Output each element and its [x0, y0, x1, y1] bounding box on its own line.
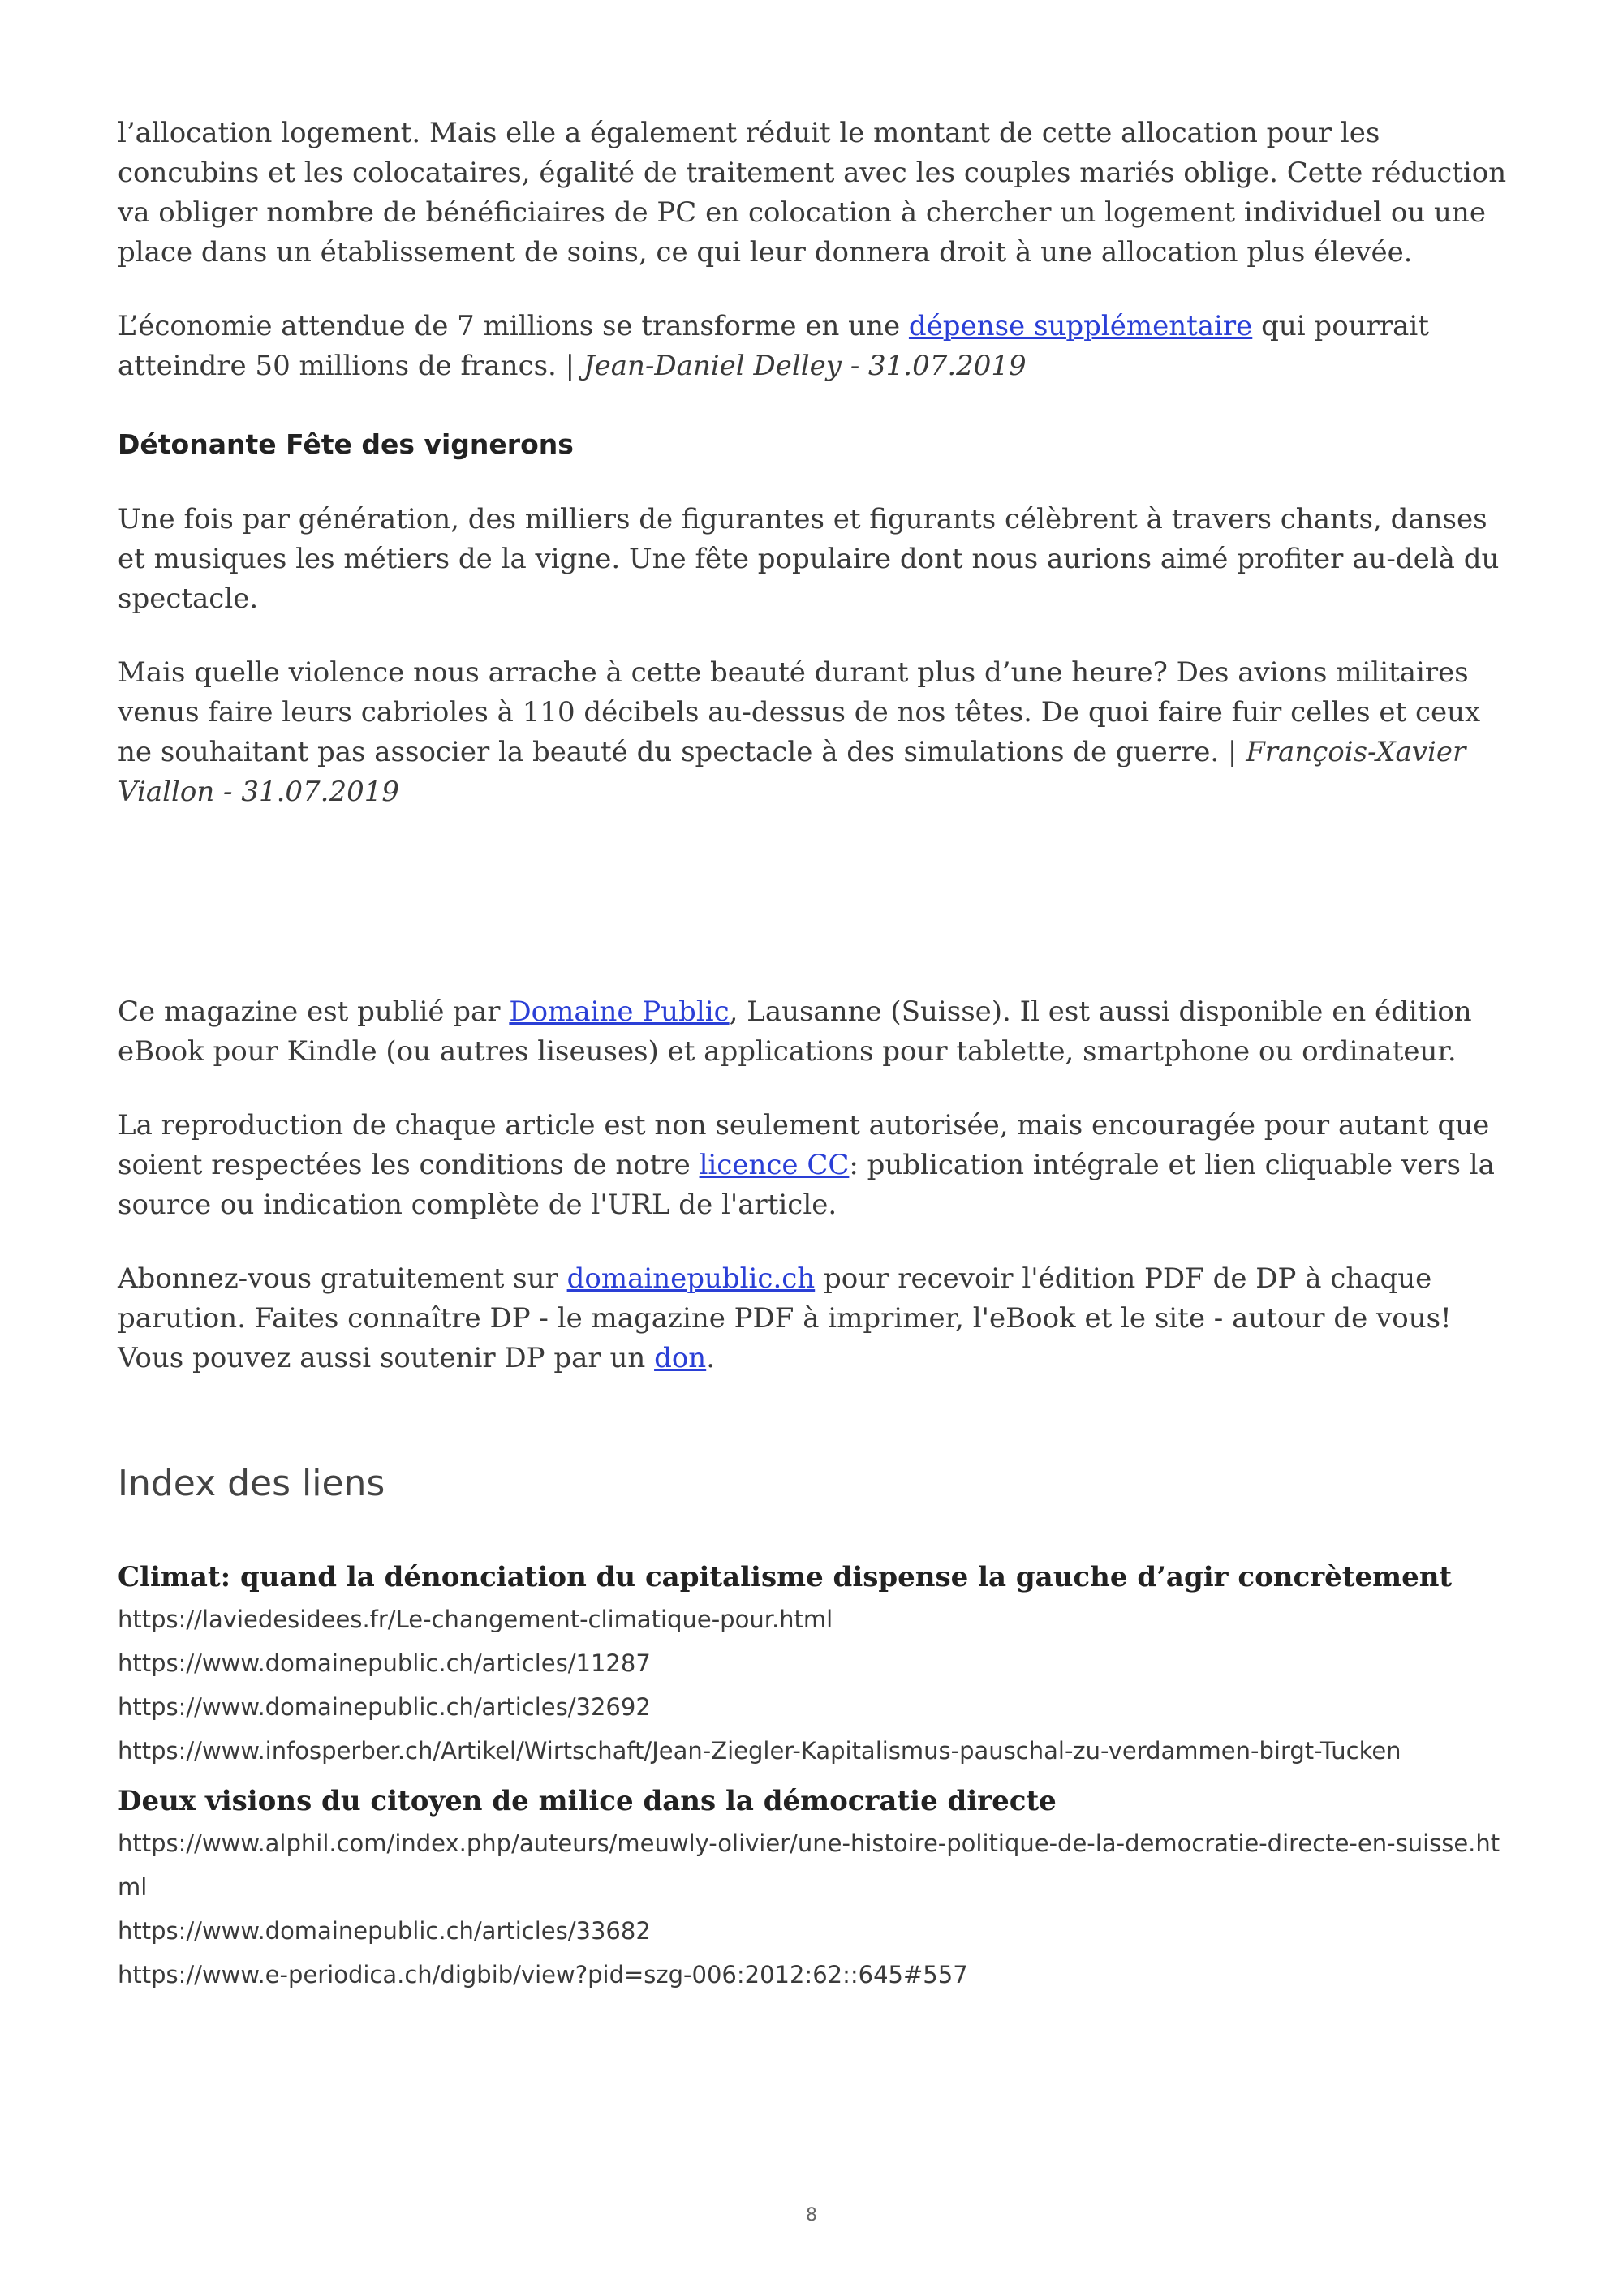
depense-supplementaire-link[interactable]: dépense supplémentaire [908, 310, 1253, 342]
index-url[interactable]: https://www.e-periodica.ch/digbib/view?pid=szg-006:2012:62::645#557 [118, 1961, 968, 1989]
byline: Jean-Daniel Delley - 31.07.2019 [583, 350, 1027, 382]
licence-cc-link[interactable]: licence CC [699, 1149, 850, 1181]
index-url[interactable]: https://www.domainepublic.ch/articles/32692 [118, 1693, 651, 1721]
article-paragraph: Mais quelle violence nous arrache à cette beauté durant plus d’une heure? Des avions militaires venus faire leurs cabrioles à 110 décibels au-dessus de nos têtes. De quoi faire fuir celles et ceux ne souhaitant pas associer la beauté du spectacle à des simulations de guerre. | François-Xavier Viallon - 31.07.2019 [118, 656, 1481, 808]
index-url[interactable]: https://laviedesidees.fr/Le-changement-climatique-pour.html [118, 1606, 833, 1633]
byline: François-Xavier Viallon - 31.07.2019 [118, 736, 1466, 808]
index-heading: Index des liens [118, 1463, 385, 1504]
license-info: La reproduction de chaque article est non seulement autorisée, mais encouragée pour autant que soient respectées les conditions de notre licence CC: publication intégrale et lien cliquable vers la source ou indication complète de l'URL de l'article. [118, 1109, 1495, 1221]
index-section-title: Deux visions du citoyen de milice dans la démocratie directe [118, 1785, 1057, 1817]
index-url[interactable]: https://www.domainepublic.ch/articles/11287 [118, 1649, 651, 1677]
domaine-public-link[interactable]: Domaine Public [509, 995, 730, 1028]
index-url[interactable]: https://www.domainepublic.ch/articles/33682 [118, 1917, 651, 1945]
article-paragraph: l’allocation logement. Mais elle a également réduit le montant de cette allocation pour les concubins et les colocataires, égalité de traitement avec les couples mariés oblige. Cette réduction va obliger nombre de bénéficiaires de PC en colocation à chercher un logement individuel ou une place dans un établissement de soins, ce qui leur donnera droit à une allocation plus élevée. [118, 117, 1507, 269]
subscribe-info: Abonnez-vous gratuitement sur domainepublic.ch pour recevoir l'édition PDF de DP à chaque parution. Faites connaître DP - le magazine PDF à imprimer, l'eBook et le site - autour de vous! Vous pouvez aussi soutenir DP par un don. [118, 1262, 1452, 1374]
publisher-info: Ce magazine est publié par Domaine Public, Lausanne (Suisse). Il est aussi disponible en édition eBook pour Kindle (ou autres liseuses) et applications pour tablette, smartphone ou ordinateur. [118, 995, 1472, 1068]
page-number: 8 [806, 2205, 817, 2225]
don-link[interactable]: don [654, 1342, 707, 1374]
index-section-title: Climat: quand la dénonciation du capitalisme dispense la gauche d’agir concrètement [118, 1561, 1453, 1593]
page-content [118, 114, 1513, 1997]
index-url[interactable]: https://www.infosperber.ch/Artikel/Wirtschaft/Jean-Ziegler-Kapitalismus-pauschal-zu-verdammen-birgt-Tucken [118, 1737, 1401, 1765]
domainepublic-ch-link[interactable]: domainepublic.ch [566, 1262, 816, 1295]
article-title: Détonante Fête des vignerons [118, 428, 574, 460]
index-url[interactable]: https://www.alphil.com/index.php/auteurs/meuwly-olivier/une-histoire-politique-de-la-democratie-directe-en-suisse.html [118, 1829, 1500, 1901]
article-paragraph-conclusion: L’économie attendue de 7 millions se transforme en une dépense supplémentaire qui pourrait atteindre 50 millions de francs. | Jean-Daniel Delley - 31.07.2019 [118, 310, 1429, 382]
article-paragraph: Une fois par génération, des milliers de figurantes et figurants célèbrent à travers chants, danses et musiques les métiers de la vigne. Une fête populaire dont nous aurions aimé profiter au-delà du spectacle. [118, 503, 1500, 615]
